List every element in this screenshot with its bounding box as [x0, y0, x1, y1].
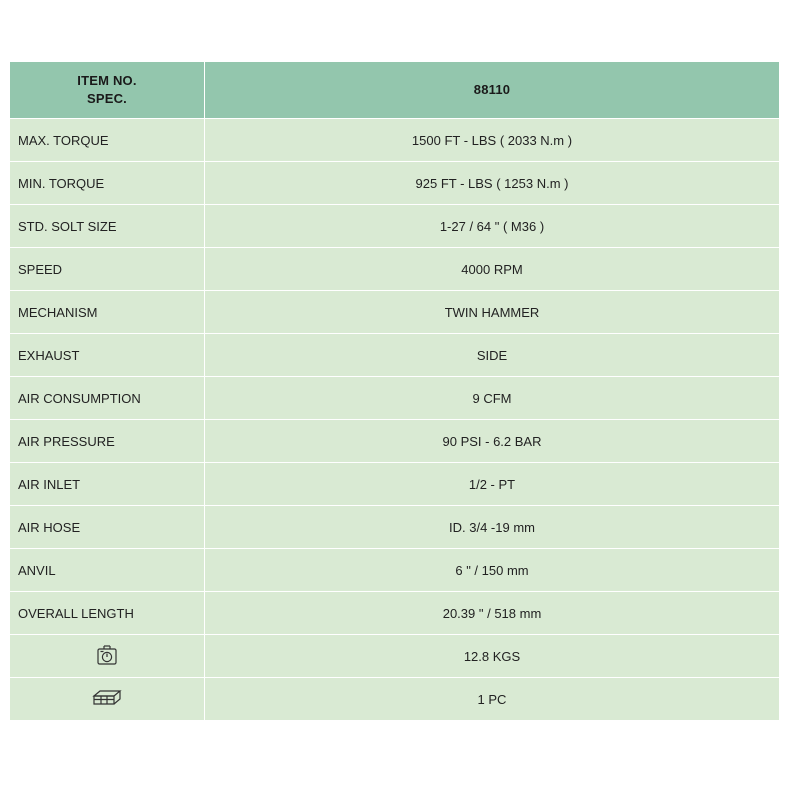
- row-value: 90 PSI - 6.2 BAR: [205, 420, 780, 463]
- package-box-icon: [92, 688, 122, 708]
- row-label: SPEED: [10, 248, 205, 291]
- table-row: [10, 119, 780, 162]
- specification-table: [9, 61, 780, 721]
- row-value: 4000 RPM: [205, 248, 780, 291]
- table-row: [10, 420, 780, 463]
- table-row: [10, 678, 780, 721]
- row-value: 12.8 KGS: [205, 635, 780, 678]
- row-label: OVERALL LENGTH: [10, 592, 205, 635]
- row-value: 6 " / 150 mm: [205, 549, 780, 592]
- row-value: 1/2 - PT: [205, 463, 780, 506]
- header-spec-label: SPEC.: [86, 91, 127, 106]
- table-row: [10, 205, 780, 248]
- row-value: 1-27 / 64 " ( M36 ): [205, 205, 780, 248]
- table-row: [10, 592, 780, 635]
- row-value: 1 PC: [205, 678, 780, 721]
- table-row: [10, 635, 780, 678]
- row-label: ANVIL: [10, 549, 205, 592]
- table-row: [10, 549, 780, 592]
- row-value: 20.39 " / 518 mm: [205, 592, 780, 635]
- row-label: MIN. TORQUE: [10, 162, 205, 205]
- table-row: [10, 506, 780, 549]
- header-item-no-spec: [10, 62, 205, 119]
- row-label: AIR HOSE: [10, 506, 205, 549]
- row-label: AIR CONSUMPTION: [10, 377, 205, 420]
- row-value: SIDE: [205, 334, 780, 377]
- table-body: [10, 119, 780, 721]
- row-value: ID. 3/4 -19 mm: [205, 506, 780, 549]
- row-label: AIR INLET: [10, 463, 205, 506]
- header-row: [10, 62, 780, 119]
- header-item-no-label: ITEM NO.: [77, 73, 137, 89]
- row-label-icon: [10, 678, 205, 721]
- spec-table-container: [9, 61, 779, 721]
- table-row: [10, 334, 780, 377]
- row-value: 925 FT - LBS ( 1253 N.m ): [205, 162, 780, 205]
- row-label: STD. SOLT SIZE: [10, 205, 205, 248]
- row-label: MECHANISM: [10, 291, 205, 334]
- table-row: [10, 463, 780, 506]
- row-label-icon: [10, 635, 205, 678]
- table-row: [10, 291, 780, 334]
- row-label: MAX. TORQUE: [10, 119, 205, 162]
- row-label: AIR PRESSURE: [10, 420, 205, 463]
- table-header: [10, 62, 780, 119]
- table-row: [10, 248, 780, 291]
- weight-scale-icon: [95, 644, 119, 666]
- table-row: [10, 162, 780, 205]
- header-item-number: 88110: [205, 62, 780, 119]
- row-label: EXHAUST: [10, 334, 205, 377]
- row-value: 9 CFM: [205, 377, 780, 420]
- row-value: TWIN HAMMER: [205, 291, 780, 334]
- table-row: [10, 377, 780, 420]
- row-value: 1500 FT - LBS ( 2033 N.m ): [205, 119, 780, 162]
